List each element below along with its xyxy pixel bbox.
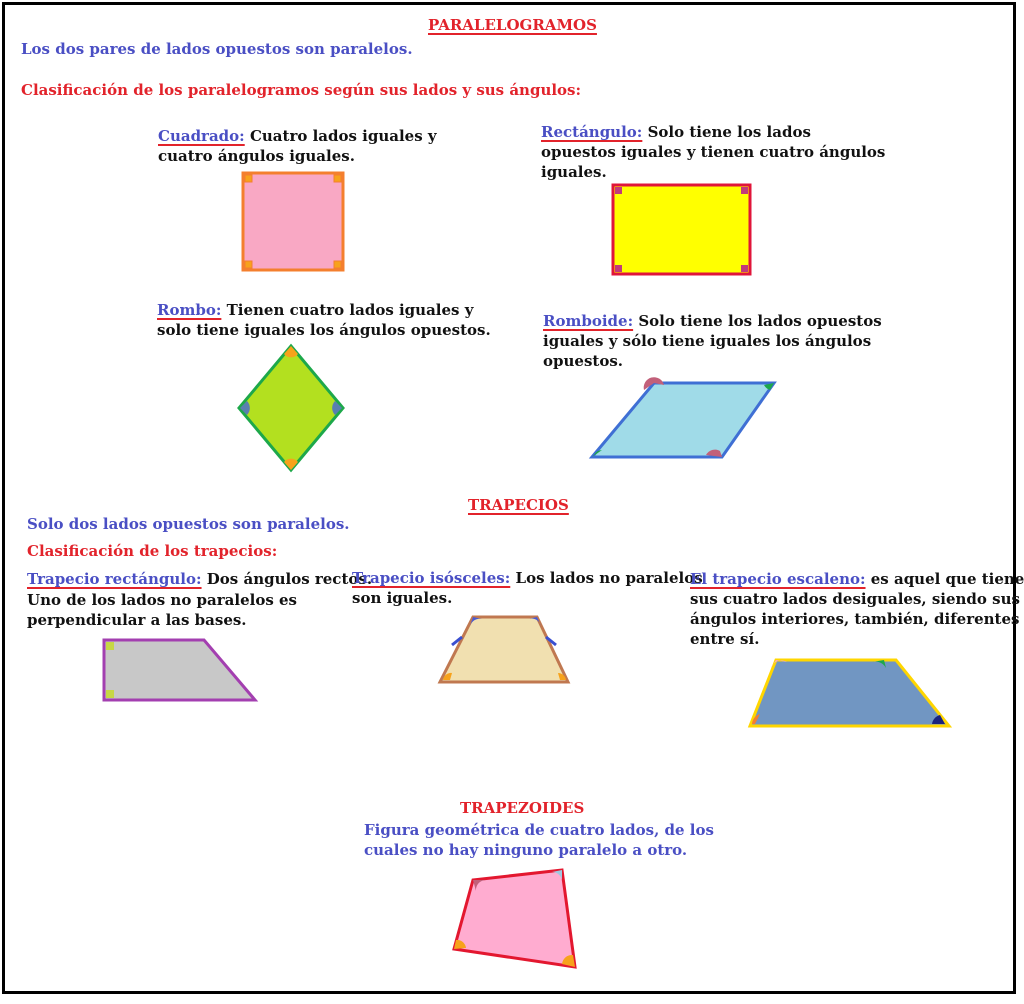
- section-heading-trapecios: TRAPECIOS: [468, 496, 569, 514]
- paralelogramos-definition: Los dos pares de lados opuestos son paralelos.: [21, 40, 413, 58]
- paralelogramos-classification: Clasificación de los paralelogramos según sus lados y sus ángulos:: [21, 81, 582, 99]
- romboide-term: Romboide:: [543, 312, 634, 330]
- rectangle-shape: [613, 185, 750, 274]
- trapecio-isosceles-term: Trapecio isósceles:: [352, 569, 511, 587]
- trapecio-isosceles-desc2: son iguales.: [352, 589, 453, 607]
- cuadrado-term: Cuadrado:: [158, 127, 245, 145]
- romboide-desc1: Solo tiene los lados opuestos: [638, 312, 882, 330]
- cuadrado-desc2: cuatro ángulos iguales.: [158, 147, 355, 165]
- trapecio-escaleno-term: El trapecio escaleno:: [690, 570, 866, 588]
- trapecio-escaleno-desc3: ángulos interiores, también, diferentes: [690, 610, 1020, 628]
- trapecio-isosceles-desc1: Los lados no paralelos: [515, 569, 703, 587]
- rectangulo-desc2: opuestos iguales y tienen cuatro ángulos: [541, 143, 886, 161]
- rombo-desc1: Tienen cuatro lados iguales y: [226, 301, 474, 319]
- rombo-term: Rombo:: [157, 301, 222, 319]
- trapezoides-desc1: Figura geométrica de cuatro lados, de los: [364, 821, 714, 839]
- rectangulo-desc3: iguales.: [541, 163, 607, 181]
- cuadrado-desc1: Cuatro lados iguales y: [249, 127, 437, 145]
- rhombus-shape: [239, 346, 343, 470]
- trapecio-escaleno-desc1: es aquel que tiene: [870, 570, 1024, 588]
- scalene-trapezoid-shape: [750, 660, 949, 726]
- isosceles-trapezoid-shape: [440, 617, 568, 682]
- rhomboid-shape: [592, 377, 774, 457]
- square-shape: [243, 173, 343, 270]
- rombo-desc2: solo tiene iguales los ángulos opuestos.: [157, 321, 491, 339]
- rectangulo-desc1: Solo tiene los lados: [647, 123, 811, 141]
- trapecio-rectangulo-desc1: Dos ángulos rectos.: [206, 570, 373, 588]
- trapezoides-desc2: cuales no hay ninguno paralelo a otro.: [364, 841, 688, 859]
- right-trapezoid-shape: [104, 640, 255, 700]
- trapecios-classification: Clasificación de los trapecios:: [27, 542, 278, 560]
- trapecio-rectangulo-desc2: Uno de los lados no paralelos es: [27, 591, 297, 609]
- trapecio-rectangulo-desc3: perpendicular a las bases.: [27, 611, 247, 629]
- section-heading-paralelogramos: PARALELOGRAMOS: [428, 16, 597, 34]
- romboide-desc2: iguales y sólo tiene iguales los ángulos: [543, 332, 872, 350]
- romboide-desc3: opuestos.: [543, 352, 623, 370]
- section-heading-trapezoides: TRAPEZOIDES: [460, 799, 585, 817]
- trapecio-escaleno-desc4: entre sí.: [690, 630, 760, 648]
- trapecios-definition: Solo dos lados opuestos son paralelos.: [27, 515, 350, 533]
- trapecio-rectangulo-term: Trapecio rectángulo:: [27, 570, 202, 588]
- trapecio-escaleno-desc2: sus cuatro lados desiguales, siendo sus: [690, 590, 1020, 608]
- trapezoid-shape: [454, 870, 575, 967]
- rectangulo-term: Rectángulo:: [541, 123, 643, 141]
